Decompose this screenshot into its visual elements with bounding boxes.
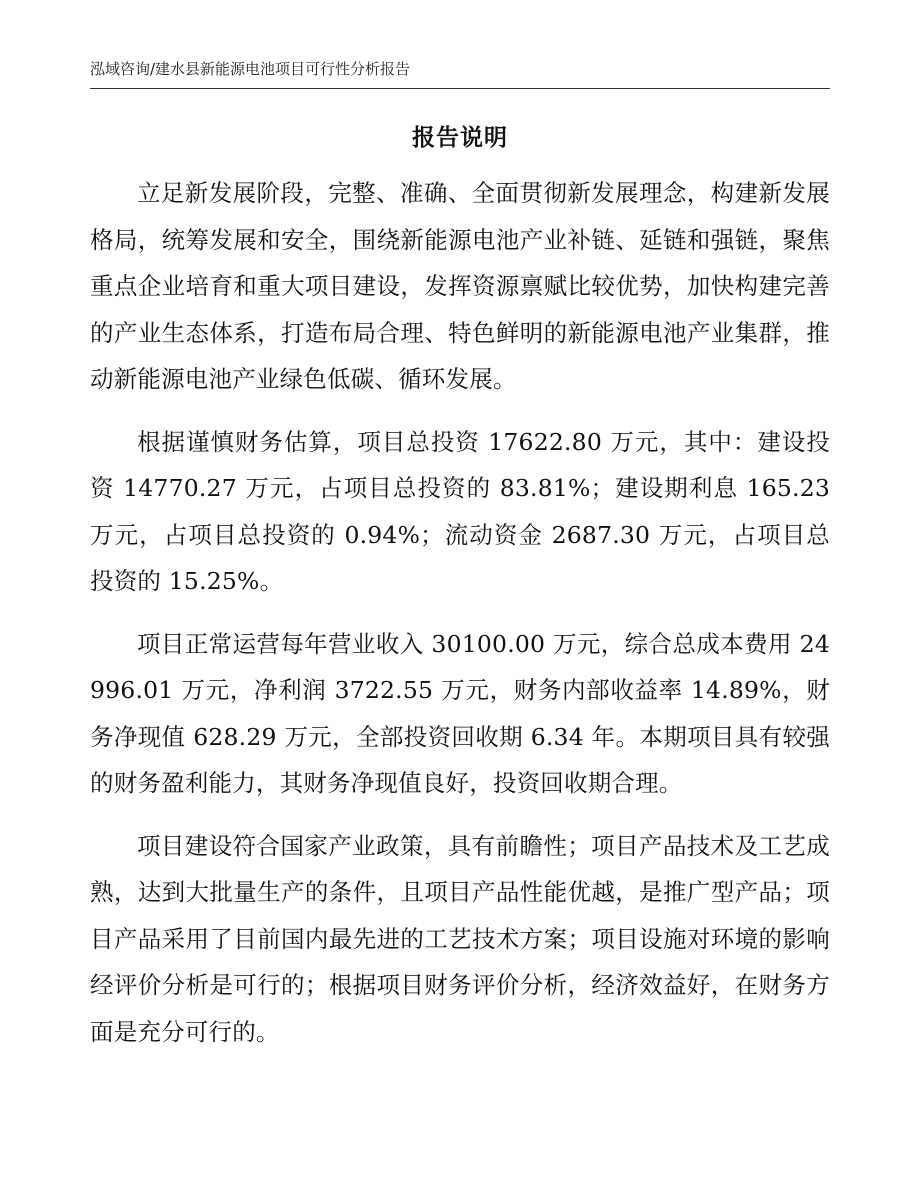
paragraph-development-goals: 立足新发展阶段，完整、准确、全面贯彻新发展理念，构建新发展格局，统筹发展和安全，围绕新能源电池产业补链、延链和强链，聚焦重点企业培育和重大项目建设，发挥资源禀赋比较优势，加快构建完善的产业生态体系，打造布局合理、特色鲜明的新能源电池产业集群，推动新能源电池产业绿色低碳、循环发展。 <box>90 179 830 393</box>
page-title: 报告说明 <box>412 125 508 151</box>
header-divider <box>90 88 830 89</box>
paragraph-financial-returns: 项目正常运营每年营业收入 30100.00 万元，综合总成本费用 24996.01 万元，净利润 3722.55 万元，财务内部收益率 14.89%，财务净现值 628.29 万元，全部投资回收期 6.34 年。本期项目具有较强的财务盈利能力，其财务净现值良好，投资回收期合理。 <box>90 629 830 797</box>
running-header: 泓域咨询/建水县新能源电池项目可行性分析报告 <box>90 60 411 78</box>
paragraph-investment-estimate: 根据谨慎财务估算，项目总投资 17622.80 万元，其中：建设投资 14770.27 万元，占项目总投资的 83.81%；建设期利息 165.23 万元，占项目总投资的 0.94%；流动资金 2687.30 万元，占项目总投资的 15.25%。 <box>90 427 830 595</box>
body-text <box>90 170 830 1071</box>
paragraph-feasibility-conclusion: 项目建设符合国家产业政策，具有前瞻性；项目产品技术及工艺成熟，达到大批量生产的条件，且项目产品性能优越，是推广型产品；项目产品采用了目前国内最先进的工艺技术方案；项目设施对环境的影响经评价分析是可行的；根据项目财务评价分析，经济效益好，在财务方面是充分可行的。 <box>90 831 830 1046</box>
